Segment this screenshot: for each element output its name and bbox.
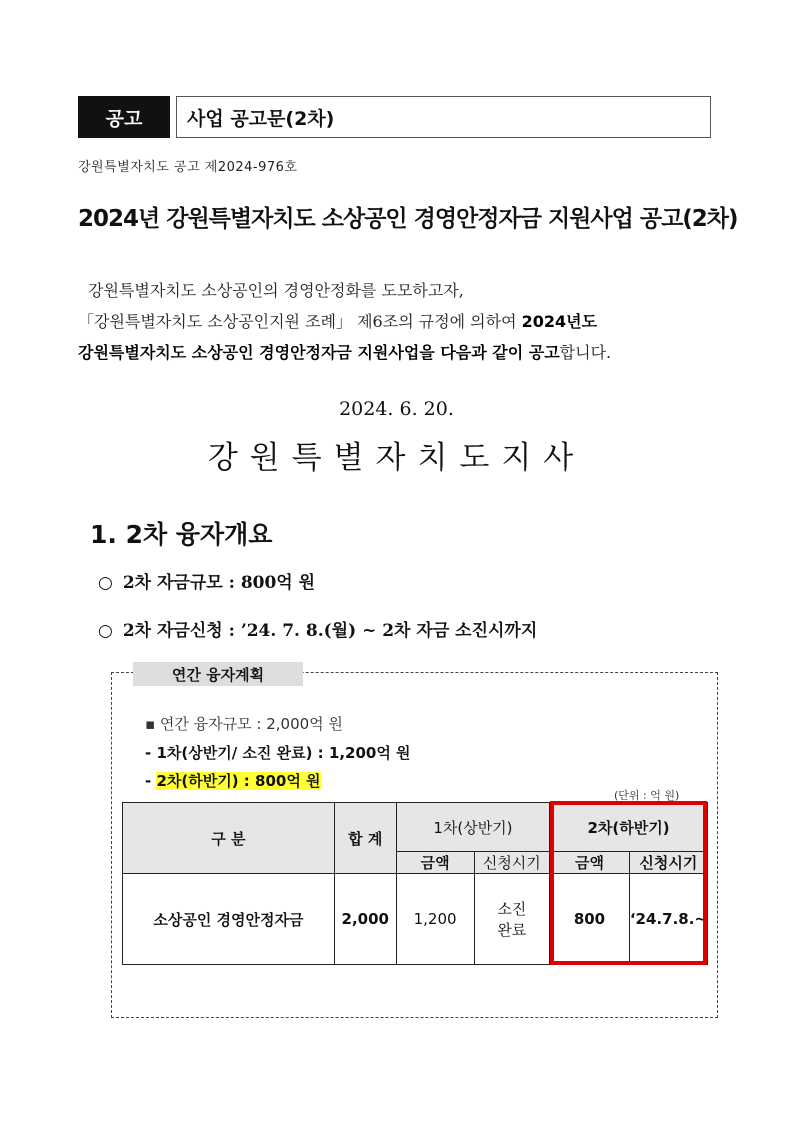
issuer-name: 강원특별자치도지사 <box>207 440 586 476</box>
cell-second-period: ‘24.7.8.~ <box>629 874 707 965</box>
notice-tag: 공고 <box>78 96 170 138</box>
notice-date: 2024. 6. 20. <box>339 398 454 420</box>
body-paragraph <box>78 275 718 368</box>
body-line-2-bold: 2024년도 <box>521 312 598 331</box>
unit-note: (단위 : 억 원) <box>614 789 680 802</box>
cell-name: 소상공인 경영안정자금 <box>123 874 335 965</box>
body-line-2-text: 「강원특별자치도 소상공인지원 조례」 제6조의 규정에 의하여 <box>78 312 522 331</box>
header-first-half: 1차(상반기) <box>396 803 549 852</box>
loan-plan-label: 연간 융자계획 <box>133 662 303 686</box>
body-line-3-bold: 강원특별자치도 소상공인 경영안정자금 지원사업을 다음과 같이 공고 <box>78 343 560 362</box>
plan-first-half: - 1차(상반기/ 소진 완료) : 1,200억 원 <box>145 744 411 762</box>
bullet-text: 2차 자금신청 : ’24. 7. 8.(월) ~ 2차 자금 소진시까지 <box>122 621 538 641</box>
notice-header <box>78 96 711 138</box>
bullet-marker: ○ <box>98 621 113 641</box>
bullet-text: 2차 자금규모 : 800억 원 <box>122 573 316 593</box>
sub-header-amount: 금액 <box>396 852 474 874</box>
header-category: 구 분 <box>123 803 335 874</box>
notice-number: 강원특별자치도 공고 제2024-976호 <box>78 160 298 175</box>
bullet-marker: ○ <box>98 573 113 593</box>
document-title: 2024년 강원특별자치도 소상공인 경영안정자금 지원사업 공고(2차) <box>78 206 738 232</box>
notice-header-title: 사업 공고문(2차) <box>176 96 711 138</box>
second-half-highlight-box <box>550 801 707 965</box>
section-title: 1. 2차 융자개요 <box>90 520 273 549</box>
sub-header-period: 신청시기 <box>474 852 550 874</box>
bullet-application <box>98 616 537 641</box>
cell-total: 2,000 <box>334 874 396 965</box>
cell-first-amount: 1,200 <box>396 874 474 965</box>
sub-header-amount: 금액 <box>550 852 630 874</box>
plan-second-half-highlight: 2차(하반기) : 800억 원 <box>156 772 321 790</box>
body-line-2 <box>78 306 718 337</box>
body-line-3-text: 합니다. <box>559 343 612 362</box>
plan-annual-size: ▪ 연간 융자규모 : 2,000억 원 <box>145 715 343 733</box>
cell-first-period-2: 완료 <box>497 921 527 939</box>
sub-header-period: 신청시기 <box>629 852 707 874</box>
body-line-3 <box>78 337 718 368</box>
body-line-1: 강원특별자치도 소상공인의 경영안정화를 도모하고자, <box>88 281 464 300</box>
cell-first-period <box>474 874 550 965</box>
bullet-fund-size <box>98 568 315 593</box>
cell-second-amount: 800 <box>550 874 630 965</box>
cell-first-period-1: 소진 <box>497 900 527 918</box>
header-total: 합 계 <box>334 803 396 874</box>
header-second-half: 2차(하반기) <box>550 803 708 852</box>
plan-second-half <box>145 770 321 791</box>
plan-dash: - <box>145 772 157 790</box>
